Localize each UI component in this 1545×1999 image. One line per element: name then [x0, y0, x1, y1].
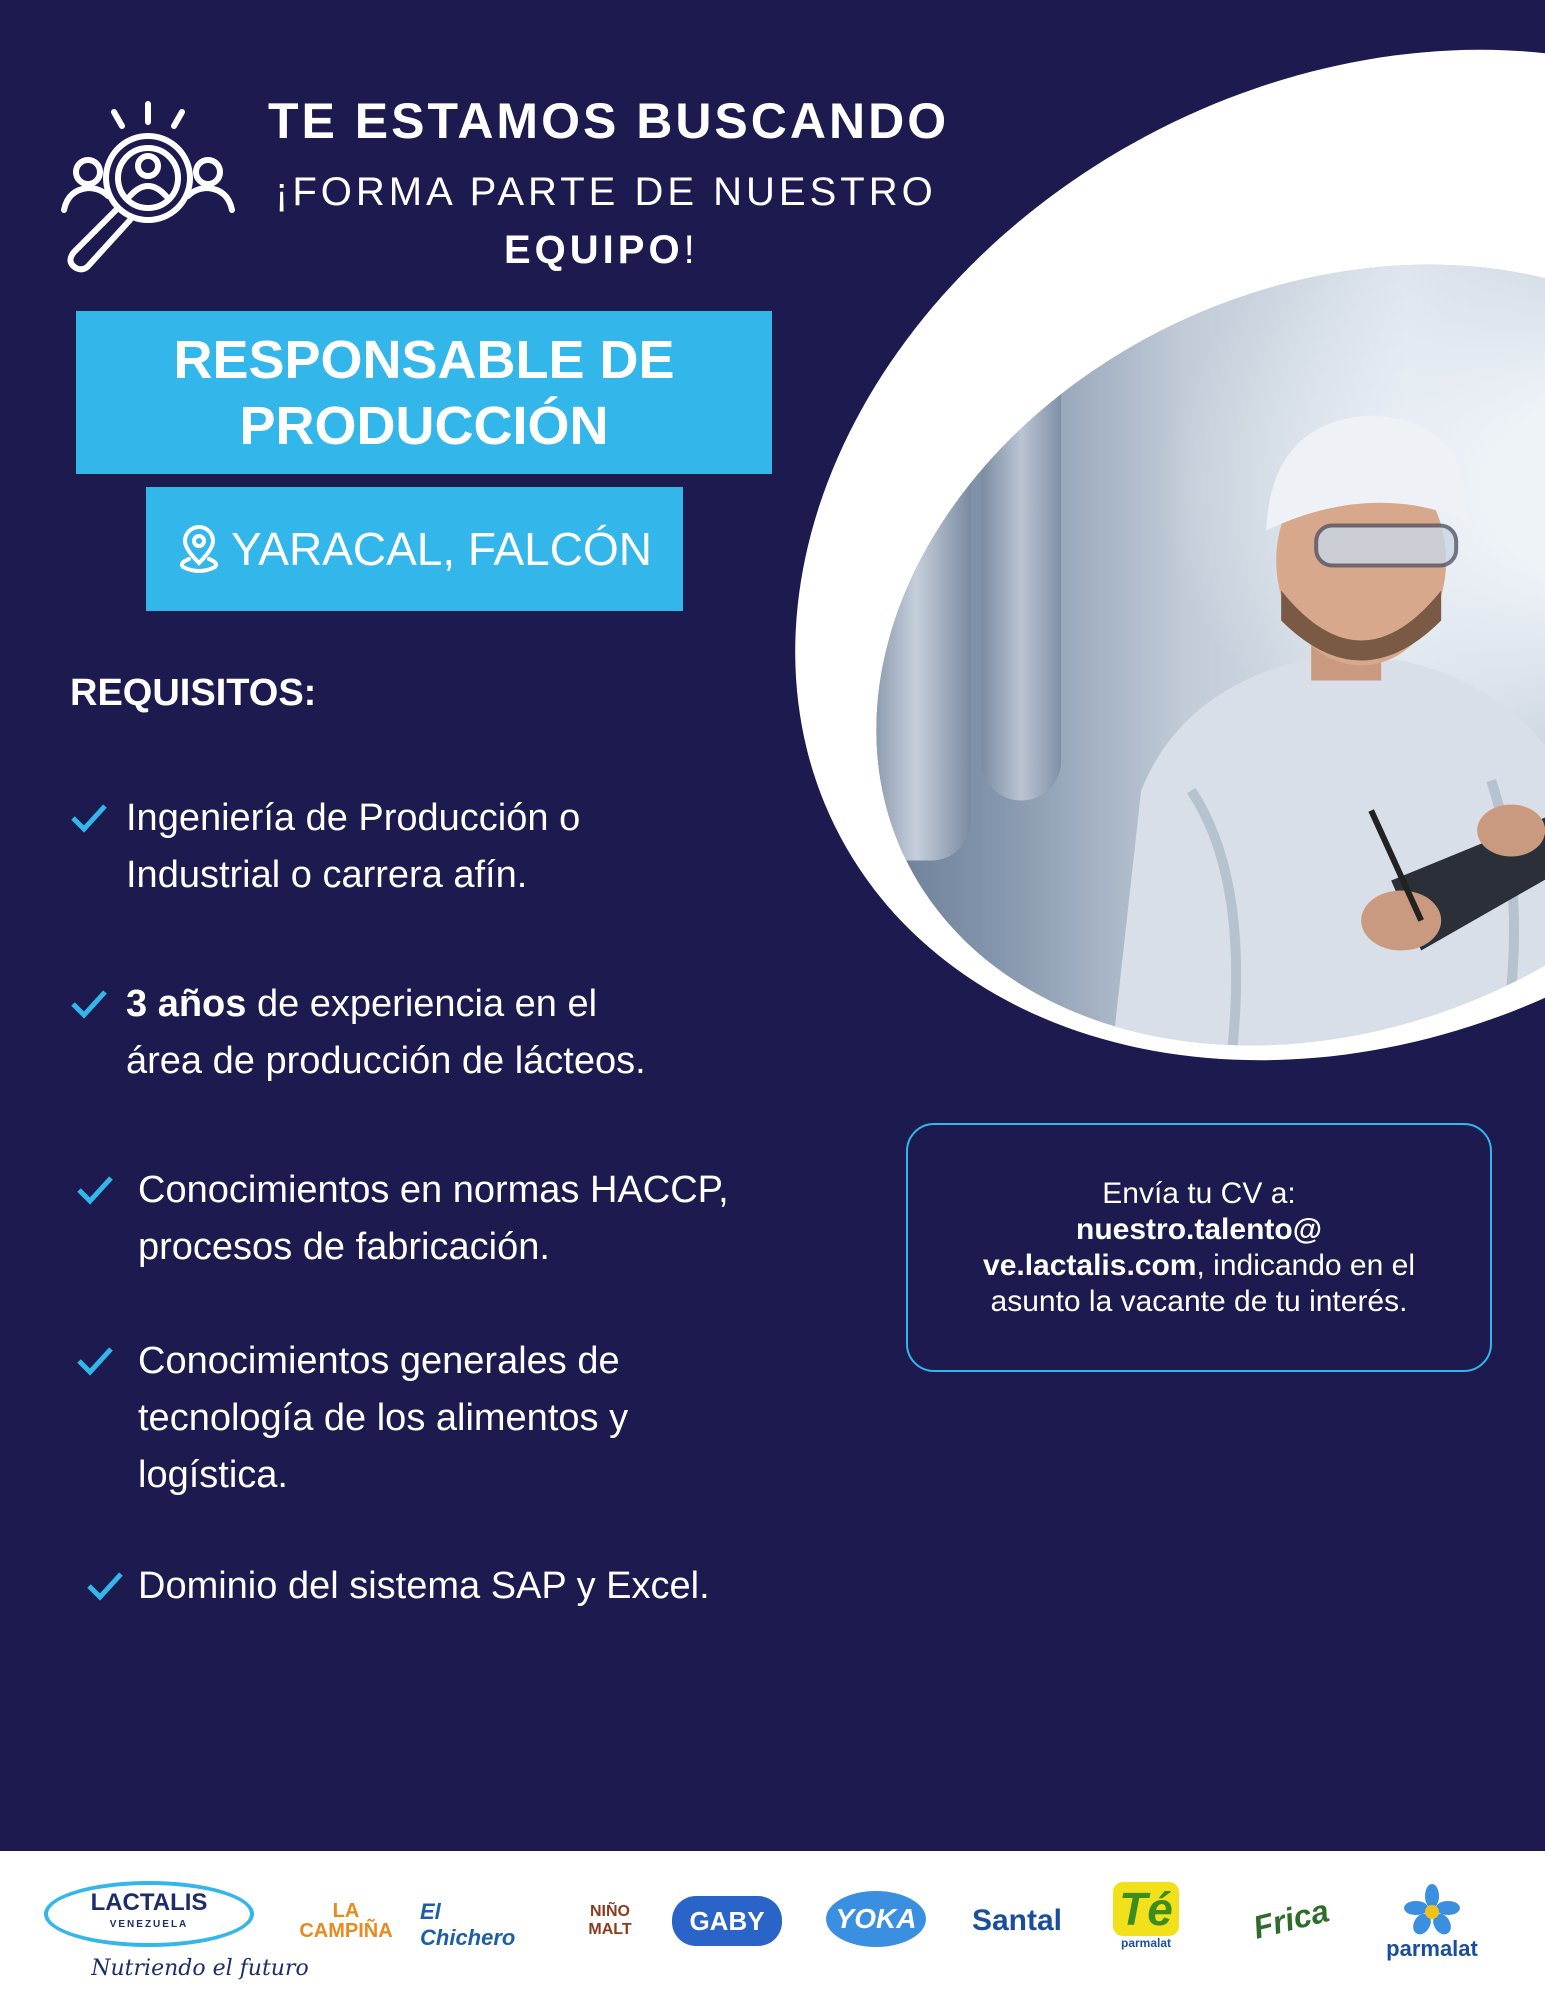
- te-logo-sub: parmalat: [1120, 1936, 1172, 1950]
- requirement-text: Ingeniería de Producción o Industrial o carrera afín.: [126, 797, 581, 896]
- gaby-logo: GABY: [672, 1896, 782, 1946]
- requirements-title: REQUISITOS:: [70, 672, 317, 714]
- subline-end: [504, 228, 699, 273]
- location-box: [146, 487, 683, 611]
- lactalis-sub: VENEZUELA: [109, 1919, 189, 1930]
- job-title-line2: PRODUCCIÓN: [239, 395, 609, 456]
- chichero-logo: El Chichero: [420, 1899, 516, 1950]
- requirement-item: [86, 1558, 710, 1615]
- parmalat-flower-icon: [1402, 1884, 1462, 1936]
- check-icon: [70, 988, 108, 1020]
- requirement-text: Conocimientos en normas HACCP, procesos de fabricación.: [138, 1169, 729, 1268]
- lactalis-brand: LACTALIS: [90, 1889, 208, 1916]
- requirement-item: [76, 1333, 628, 1504]
- requirement-item: [70, 790, 580, 904]
- cv-instructions-end: asunto la vacante de tu interés.: [990, 1284, 1408, 1318]
- check-icon: [76, 1345, 114, 1377]
- te-parmalat-logo: [1106, 1871, 1186, 1961]
- cv-email-part1[interactable]: nuestro.talento@: [1076, 1212, 1322, 1246]
- location-text: YARACAL, FALCÓN: [231, 523, 652, 575]
- lactalis-tagline: Nutriendo el futuro: [91, 1955, 309, 1981]
- requirement-bold: 3 años: [126, 983, 247, 1025]
- search-people-icon: [58, 100, 238, 275]
- cv-instructions: , indicando en el: [1196, 1248, 1415, 1282]
- la-campina-logo: LA CAMPIÑA: [299, 1900, 393, 1942]
- yoka-logo: YOKA: [826, 1891, 926, 1947]
- requirement-text: Dominio del sistema SAP y Excel.: [138, 1565, 710, 1607]
- cv-email-part2[interactable]: ve.lactalis.com: [983, 1248, 1197, 1282]
- lactalis-logo: [44, 1881, 254, 1947]
- cv-contact-box: [906, 1123, 1492, 1372]
- brand-footer: [0, 1851, 1545, 1999]
- check-icon: [86, 1570, 124, 1602]
- cv-intro: Envía tu CV a:: [1102, 1176, 1296, 1210]
- subline-exclamation: !: [683, 228, 699, 272]
- subline-bold: EQUIPO: [504, 228, 684, 272]
- nino-malt-logo: NIÑO MALT: [588, 1903, 632, 1938]
- headline: TE ESTAMOS BUSCANDO: [268, 93, 950, 149]
- requirement-text: de experiencia en el área de producción de lácteos.: [126, 983, 646, 1082]
- santal-logo: Santal: [971, 1904, 1063, 1937]
- parmalat-text: parmalat: [1386, 1936, 1478, 1961]
- subline: ¡FORMA PARTE DE NUESTRO: [275, 170, 937, 214]
- requirement-item: [76, 1162, 729, 1276]
- requirement-text: Conocimientos generales de tecnología de los alimentos y logística.: [138, 1340, 629, 1496]
- check-icon: [76, 1174, 114, 1206]
- parmalat-logo: [1372, 1873, 1492, 1973]
- requirement-item: [70, 976, 646, 1090]
- check-icon: [70, 802, 108, 834]
- job-title-line1: RESPONSABLE DE: [173, 329, 675, 390]
- job-title-box: [76, 311, 772, 474]
- frica-logo: Frica: [1249, 1891, 1333, 1946]
- te-logo-text: Té: [1113, 1882, 1179, 1936]
- location-pin-icon: [177, 525, 221, 573]
